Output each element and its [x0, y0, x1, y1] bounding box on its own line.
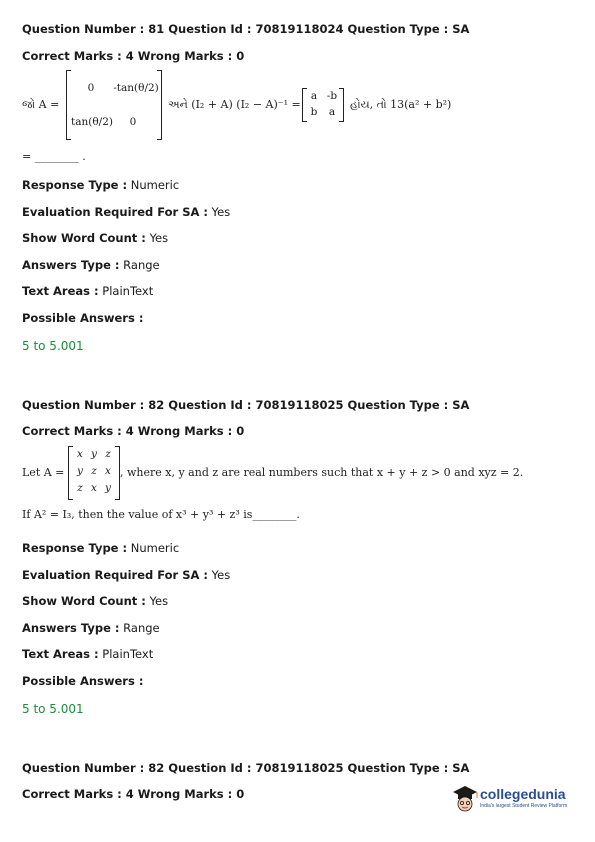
question-stem-mid: , where x, y and z are real numbers such that x + y + z > 0 and xyz = 2. [120, 466, 524, 479]
answer-blank: = ________ . [22, 150, 86, 163]
marks-line: Correct Marks : 4 Wrong Marks : 0 [22, 49, 245, 63]
marks-line: Correct Marks : 4 Wrong Marks : 0 [22, 787, 245, 801]
matrix-cell: y [105, 482, 111, 494]
meta-possible-answers [22, 311, 143, 325]
matrix-cell: a [310, 90, 318, 102]
matrix-cell: -b [326, 90, 338, 102]
marks-line: Correct Marks : 4 Wrong Marks : 0 [22, 424, 245, 438]
possible-answer: 5 to 5.001 [22, 702, 84, 716]
matrix-cell: y [91, 448, 97, 460]
graduate-cap-icon [452, 784, 478, 814]
matrix-cell: b [310, 106, 318, 118]
meta-value: Yes [211, 568, 231, 582]
meta-response-type [22, 541, 179, 555]
matrix-a [66, 70, 162, 140]
meta-evaluation-required [22, 205, 230, 219]
meta-value: Yes [149, 231, 169, 245]
meta-key: Answers Type : [22, 621, 120, 635]
meta-key: Possible Answers : [22, 311, 144, 325]
meta-key: Evaluation Required For SA : [22, 568, 209, 582]
matrix-cell: a [328, 106, 336, 118]
question-stem-prefix: Let A = [22, 466, 65, 479]
matrix-a [68, 446, 120, 500]
meta-possible-answers [22, 674, 143, 688]
question-header: Question Number : 82 Question Id : 70819118025 Question Type : SA [22, 761, 470, 775]
meta-value: Yes [211, 205, 231, 219]
meta-evaluation-required [22, 568, 230, 582]
question-header: Question Number : 81 Question Id : 70819118024 Question Type : SA [22, 22, 470, 36]
question-header: Question Number : 82 Question Id : 70819118025 Question Type : SA [22, 398, 470, 412]
logo-wordmark: collegedunia [480, 786, 566, 802]
matrix-cell: 0 [129, 116, 137, 128]
meta-value: Range [123, 621, 160, 635]
meta-value: Numeric [130, 541, 180, 555]
meta-value: Yes [149, 594, 169, 608]
matrix-cell: z [105, 448, 111, 460]
matrix-cell: 0 [87, 82, 95, 94]
meta-key: Text Areas : [22, 647, 99, 661]
meta-value: PlainText [102, 284, 154, 298]
possible-answer: 5 to 5.001 [22, 339, 84, 353]
meta-key: Show Word Count : [22, 231, 146, 245]
matrix-cell: x [91, 482, 97, 494]
question-stem-line2: If A² = I₃, then the value of x³ + y³ + z³ is________. [22, 508, 300, 521]
meta-show-word-count [22, 594, 168, 608]
meta-key: Evaluation Required For SA : [22, 205, 209, 219]
meta-value: Numeric [130, 178, 180, 192]
meta-text-areas [22, 284, 153, 298]
matrix-cell: -tan(θ/2) [113, 82, 159, 94]
meta-key: Answers Type : [22, 258, 120, 272]
matrix-cell: x [77, 448, 83, 460]
question-stem-suffix: હોય, તો 13(a² + b²) [350, 98, 452, 111]
meta-show-word-count [22, 231, 168, 245]
meta-response-type [22, 178, 179, 192]
matrix-cell: y [77, 465, 83, 477]
meta-key: Response Type : [22, 178, 128, 192]
matrix-cell: x [105, 465, 111, 477]
meta-value: PlainText [102, 647, 154, 661]
meta-key: Show Word Count : [22, 594, 146, 608]
matrix-cell: z [91, 465, 97, 477]
question-stem-mid: અને (I₂ + A) (I₂ − A)⁻¹ = [168, 98, 301, 111]
meta-key: Response Type : [22, 541, 128, 555]
meta-value: Range [123, 258, 160, 272]
meta-answers-type [22, 258, 160, 272]
meta-answers-type [22, 621, 160, 635]
meta-text-areas [22, 647, 153, 661]
collegedunia-logo[interactable] [452, 782, 570, 816]
matrix-b [302, 88, 344, 122]
question-stem-prefix: જો A = [22, 98, 60, 111]
matrix-cell: tan(θ/2) [71, 116, 113, 128]
logo-tagline: India's largest Student Review Platform [480, 803, 568, 809]
meta-key: Text Areas : [22, 284, 99, 298]
matrix-cell: z [77, 482, 83, 494]
meta-key: Possible Answers : [22, 674, 144, 688]
